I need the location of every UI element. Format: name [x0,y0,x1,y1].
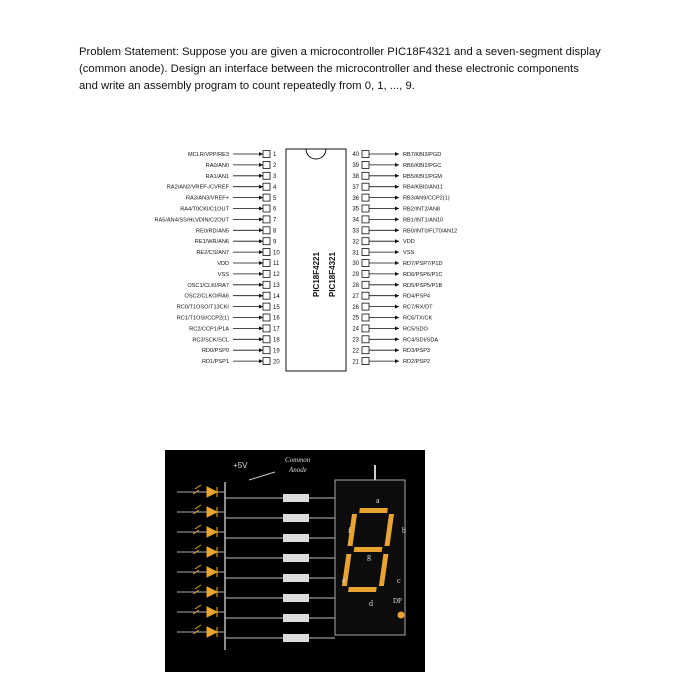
right-pin-column [352,151,457,366]
pin-label: RB7/KBI3/PGD [403,152,442,158]
arrow-icon [259,228,263,232]
pin-number: 6 [273,206,277,213]
pin-row-left [217,260,280,268]
arrow-icon [395,283,399,287]
pin-number: 15 [273,304,280,311]
pin-row-right [352,292,430,300]
arrow-icon [395,348,399,352]
pin-pad [263,249,270,256]
pin-number: 27 [352,293,359,300]
problem-line: Problem Statement: Suppose you are given a microcontroller PIC18F4321 and a seven-segment display [79,46,601,58]
pin-label: RB5/KBI1/PGM [403,173,442,180]
led-icon [207,567,217,577]
pin-label: RB6/KBI2/PGC [403,162,442,169]
pin-number: 32 [352,239,359,246]
arrow-icon [259,174,263,178]
resistor-icon [283,514,309,522]
pin-pad [263,292,270,299]
light-ray-icon [193,545,201,554]
pin-number: 3 [273,174,277,180]
pin-pad [263,314,270,321]
segment-label-c: c [397,576,401,585]
pin-label: VSS [403,250,415,257]
arrow-icon [395,163,399,167]
pin-number: 39 [352,163,359,170]
led-icon [207,487,217,497]
pin-row-left [187,281,280,289]
pin-number: 26 [352,304,359,311]
pin-label: RC0/T1OSO/T13CKI [176,304,229,311]
pin-label: RD4/PSP4 [403,293,431,300]
pin-label: RC4/SDI/SDA [403,337,439,344]
pin-number: 30 [352,261,359,268]
pin-label: RD3/PSP3 [403,348,431,355]
pin-row-left [196,249,280,257]
pin-pad [362,281,369,288]
pin-row-right [352,281,442,289]
pin-number: 21 [352,359,359,366]
arrow-icon [395,250,399,254]
led-row [177,585,335,602]
arrow-icon [395,185,399,189]
pin-label: RD1/PSP1 [201,359,229,366]
pin-pad [362,183,369,190]
light-ray-icon [193,525,201,534]
arrow-icon [395,326,399,330]
pin-pad [263,347,270,354]
segment-label-g: g [367,552,371,561]
arrow-icon [395,294,399,298]
pin-pad [362,303,369,310]
resistor-icon [283,614,309,622]
led-row [177,565,335,582]
pin-label: RA0/AN0 [205,162,229,169]
pin-label: RD2/PSP2 [403,359,431,366]
pin-row-right [352,303,433,311]
pin-row-right [352,249,414,257]
pin-label: RA1/AN1 [205,173,229,180]
led-icon [207,607,217,617]
pin-row-right [352,161,441,169]
led-row [177,525,335,542]
led-icon [207,527,217,537]
pin-pad [263,172,270,179]
led-row [177,545,335,562]
arrow-icon [395,261,399,265]
segment-label-b: b [402,526,406,535]
led-row [177,505,335,522]
light-ray-icon [193,585,201,594]
problem-statement [79,44,639,95]
pin-pad [362,238,369,245]
pin-pad [362,292,369,299]
pin-pad [263,216,270,223]
pin-number: 28 [352,283,359,289]
led-row [177,625,335,642]
pin-number: 12 [273,272,280,279]
pin-label: RE1/WR/AN6 [194,239,229,246]
pin-label: OSC2/CLKO/RA6 [184,293,229,300]
pin-row-right [352,238,415,246]
pin-row-right [352,260,442,268]
pin-row-left [189,325,280,333]
resistor-icon [283,574,309,582]
pin-label: RB2/INT2/AN8 [403,206,440,213]
pin-number: 20 [273,359,280,366]
pin-pad [263,194,270,201]
arrow-icon [395,337,399,341]
pin-label: RD6/PSP6/P1C [403,271,443,278]
pin-pad [362,205,369,212]
light-ray-icon [193,505,201,514]
pin-number: 7 [273,217,277,224]
pin-row-left [180,205,277,213]
led-icon [207,587,217,597]
segment-d [348,587,377,592]
pin-number: 38 [352,174,359,180]
problem-line: (common anode). Design an interface between the microcontroller and these electronic components [79,63,579,75]
pin-row-left [218,270,281,278]
pin-number: 4 [273,184,277,191]
pin-label: MCLR/VPP/RE3 [187,152,229,158]
pin-row-left [192,336,280,344]
led-row [177,485,335,502]
pin-number: 10 [273,250,280,257]
pin-number: 40 [352,152,359,159]
pin-pad [263,358,270,365]
arrow-icon [259,207,263,211]
pin-number: 31 [352,250,359,257]
pin-label: RE2/CS/AN7 [196,250,229,257]
pin-row-left [195,238,277,246]
arrow-icon [259,196,263,200]
arrow-icon [395,272,399,276]
pin-number: 17 [273,326,280,333]
seven-segment-photo [165,450,425,672]
pin-row-left [185,292,281,300]
pin-pad [263,260,270,267]
arrow-icon [259,250,263,254]
chip-label-4221: PIC18F4221 [312,252,321,297]
light-ray-icon [193,605,201,614]
pin-pad [362,336,369,343]
arrow-icon [395,152,399,156]
pin-row-left [206,172,277,180]
pin-row-left [188,151,277,159]
pin-row-left [206,161,277,169]
pin-row-right [352,270,442,278]
arrow-icon [259,185,263,189]
pin-pad [362,270,369,277]
pin-row-right [352,172,442,180]
pin-row-right [352,151,441,159]
pin-number: 8 [273,228,277,235]
pin-row-right [352,336,438,344]
arrow-icon [259,217,263,221]
arrow-icon [259,348,263,352]
pin-number: 16 [273,315,280,322]
pin-number: 18 [273,337,280,344]
segment-label-d: d [369,599,373,608]
pin-label: RD0/PSP0 [201,348,229,355]
pin-pad [263,205,270,212]
arrow-icon [259,283,263,287]
pin-pad [263,325,270,332]
pin-number: 36 [352,195,359,202]
pin-pad [362,161,369,168]
pin-label: RC3/SCK/SCL [192,337,229,344]
pin-row-left [167,183,277,191]
arrow-icon [395,196,399,200]
pin-label: RC6/TX/CK [403,315,433,322]
supply-label: +5V [233,461,248,470]
resistor-icon [283,594,309,602]
pin-pad [362,314,369,321]
pin-label: RC1/T1OSI/CCP2(1) [176,315,229,322]
pin-row-left [202,358,280,366]
pin-number: 19 [273,348,280,355]
resistor-icon [283,534,309,542]
pin-label: VDD [217,261,229,267]
pin-label: RA3/AN3/VREF+ [185,195,229,202]
pin-pad [362,172,369,179]
pin-number: 37 [352,184,359,191]
pin-pad [362,216,369,223]
anode-label: Anode [289,466,307,474]
supply-wire [249,472,275,480]
arrow-icon [395,305,399,309]
left-pin-column [155,151,281,366]
pin-pad [263,281,270,288]
pin-label: RE0/RD/AN5 [196,228,229,235]
segment-label-f: f [348,526,351,535]
pin-pad [362,325,369,332]
light-ray-icon [193,485,201,494]
pin-pad [362,249,369,256]
arrow-icon [395,228,399,232]
arrow-icon [259,326,263,330]
pin-pad [362,194,369,201]
problem-line: and write an assembly program to count repeatedly from 0, 1, ..., 9. [79,80,415,92]
led-rows [177,485,335,642]
arrow-icon [259,294,263,298]
pin-pad [362,227,369,234]
pin-label: RB0/INT0/FLT0/AN12 [403,228,458,235]
pin-row-left [196,227,277,235]
pin-row-right [352,358,430,366]
arrow-icon [259,261,263,265]
arrow-icon [395,316,399,320]
pin-row-right [352,227,457,235]
pin-pad [362,260,369,267]
pin-row-right [352,194,449,202]
led-icon [207,547,217,557]
pin-pad [362,151,369,158]
pin-number: 22 [352,348,359,355]
arrow-icon [259,272,263,276]
pin-number: 29 [352,272,359,279]
chip-label-4321: PIC18F4321 [328,252,337,297]
pin-number: 23 [352,337,359,344]
pin-number: 9 [273,239,277,246]
arrow-icon [259,337,263,341]
arrow-icon [259,316,263,320]
pin-label: RC7/RX/DT [403,304,433,311]
pin-label: RC5/SDO [403,326,428,333]
pic-pinout-diagram [123,147,523,379]
pin-pad [263,336,270,343]
pin-number: 14 [273,293,280,300]
pin-number: 34 [352,217,359,224]
arrow-icon [259,359,263,363]
pin-pad [263,303,270,310]
arrow-icon [259,239,263,243]
seven-segment-circuit [165,450,425,672]
pin-label: RA2/AN2/VREF-/CVREF [166,184,229,191]
pin-pad [362,358,369,365]
resistor-icon [283,634,309,642]
arrow-icon [395,174,399,178]
pin-label: VDD [403,239,415,246]
pin-label: RA4/T0CKI/C1OUT [180,206,229,213]
arrow-icon [395,359,399,363]
segment-label-a: a [376,496,380,505]
pin-number: 35 [352,206,359,213]
pin-number: 25 [352,315,359,322]
pin-row-right [352,183,442,191]
pin-row-left [186,194,277,202]
pin-pad [263,183,270,190]
pin-row-right [352,314,432,322]
pin-number: 33 [352,228,359,235]
pin-row-right [352,216,443,224]
pin-pad [263,161,270,168]
light-ray-icon [193,625,201,634]
dp-label: DP [393,597,402,605]
pin-pad [263,270,270,277]
common-label: Common [285,456,311,464]
pin-label: RA5/AN4/SS/HLVDIN/C2OUT [154,217,229,224]
pin-number: 24 [352,326,359,333]
arrow-icon [395,207,399,211]
pin-label: RC2/CCP1/P1A [189,326,229,333]
pin-label: RB1/INT1/AN10 [403,217,444,224]
pin-number: 5 [273,195,277,202]
pin-label: VSS [217,271,229,278]
segment-a [359,508,388,513]
pin-row-left [177,314,281,322]
led-icon [207,627,217,637]
pin-row-right [352,325,428,333]
pin-number: 13 [273,283,280,289]
arrow-icon [259,152,263,156]
led-icon [207,507,217,517]
resistor-icon [283,494,309,502]
pin-row-left [177,303,281,311]
pin-pad [263,151,270,158]
arrow-icon [259,163,263,167]
arrow-icon [259,305,263,309]
pin-number: 2 [273,163,277,170]
pin-label: RD5/PSP5/P1B [403,282,443,289]
pin-row-right [352,347,430,355]
pin-row-left [155,216,278,224]
pin-label: RB3/AN9/CCP2(1) [403,195,450,202]
segment-label-e: e [342,576,346,585]
arrow-icon [395,239,399,243]
pin-row-right [352,205,440,213]
pin-label: RD7/PSP7/P1D [403,261,443,267]
resistor-icon [283,554,309,562]
decimal-point [398,612,405,619]
pin-pad [362,347,369,354]
pin-label: OSC1/CLKI/RA7 [187,282,229,289]
pin-row-left [202,347,280,355]
pin-pad [263,238,270,245]
light-ray-icon [193,565,201,574]
arrow-icon [395,217,399,221]
pin-number: 1 [273,152,277,159]
led-row [177,605,335,622]
pin-pad [263,227,270,234]
pin-number: 11 [273,261,280,268]
pin-label: RB4/KBI0/AN11 [403,184,443,191]
